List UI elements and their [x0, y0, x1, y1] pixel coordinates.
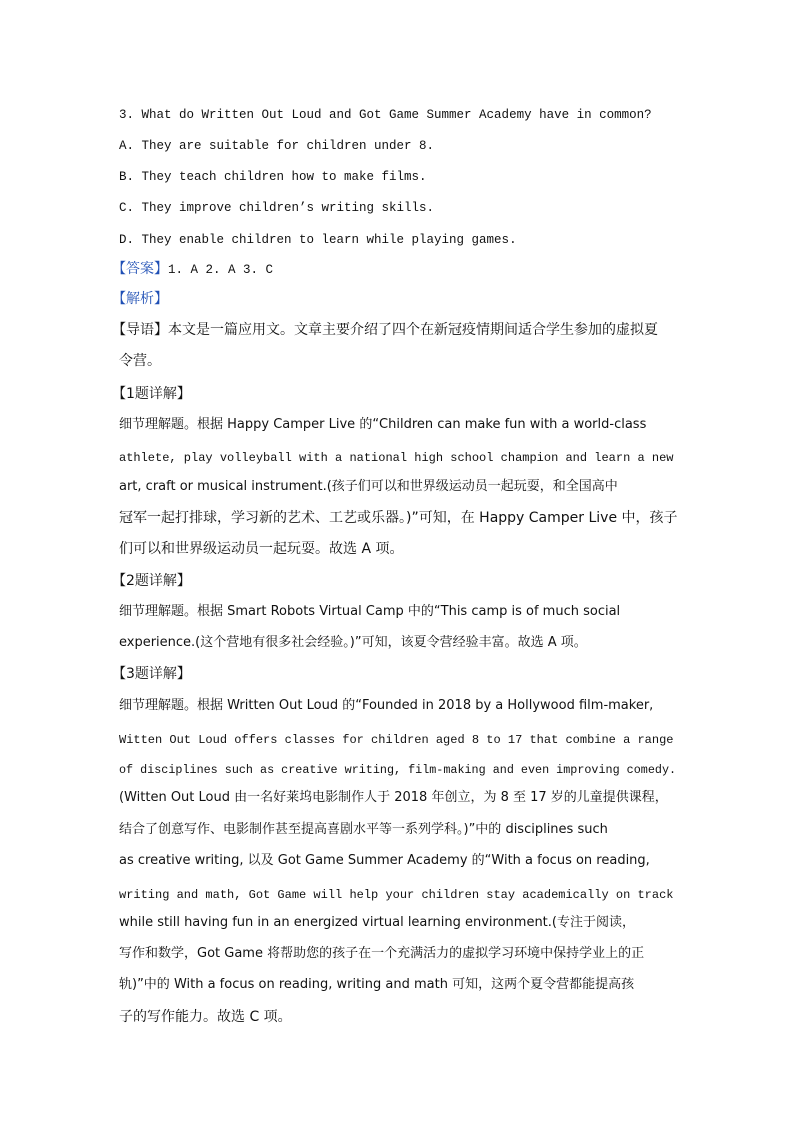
- q3-line-9: 写作和数学，Got Game 将帮助您的孩子在一个充满活力的虚拟学习环境中保持学业上的正: [119, 946, 645, 961]
- q3-line-2: Witten Out Loud offers classes for children aged 8 to 17 that combine a range: [119, 733, 674, 747]
- question-stem: 3. What do Written Out Loud and Got Game Summer Academy have in common?: [119, 108, 652, 122]
- answer-row: [112, 261, 273, 278]
- q3-line-4: (Witten Out Loud 由一名好莱坞电影制作人于 2018 年创立，为 8 至 17 岁的儿童提供课程，: [119, 790, 668, 805]
- intro-line-1: 【导语】本文是一篇应用文。文章主要介绍了四个在新冠疫情期间适合学生参加的虚拟夏: [112, 322, 658, 338]
- answer-value: 1. A 2. A 3. C: [168, 263, 274, 277]
- option-d: D. They enable children to learn while playing games.: [119, 233, 517, 247]
- answer-label: 【答案】: [112, 261, 168, 277]
- q3-line-1: 细节理解题。根据 Written Out Loud 的“Founded in 2018 by a Hollywood film-maker,: [119, 698, 654, 713]
- q3-heading: 【3题详解】: [112, 666, 191, 682]
- q1-line-4: 冠军一起打排球，学习新的艺术、工艺或乐器。)”可知，在 Happy Camper Live 中，孩子: [119, 510, 678, 526]
- option-b: B. They teach children how to make films.: [119, 170, 427, 184]
- analysis-label: 【解析】: [112, 291, 168, 307]
- q1-line-5: 们可以和世界级运动员一起玩耍。故选 A 项。: [119, 541, 404, 557]
- q3-line-5: 结合了创意写作、电影制作甚至提高喜剧水平等一系列学科。)”中的 disciplines such: [119, 822, 608, 837]
- option-a: A. They are suitable for children under 8.: [119, 139, 435, 153]
- q3-line-3: of disciplines such as creative writing, film-making and even improving comedy.: [119, 763, 677, 777]
- q1-line-2: athlete, play volleyball with a national high school champion and learn a new: [119, 451, 674, 465]
- q1-heading: 【1题详解】: [112, 386, 191, 402]
- q3-line-10: 轨)”中的 With a focus on reading, writing and math 可知，这两个夏令营都能提高孩: [119, 977, 635, 992]
- option-c: C. They improve children’s writing skills.: [119, 201, 435, 215]
- q3-line-8: while still having fun in an energized virtual learning environment.(专注于阅读，: [119, 915, 635, 930]
- q1-line-1: 细节理解题。根据 Happy Camper Live 的“Children can make fun with a world-class: [119, 417, 647, 432]
- q1-line-3: art, craft or musical instrument.(孩子们可以和世界级运动员一起玩耍，和全国高中: [119, 479, 618, 494]
- intro-line-2: 令营。: [119, 353, 161, 369]
- q2-line-1: 细节理解题。根据 Smart Robots Virtual Camp 中的“This camp is of much social: [119, 604, 621, 619]
- q3-line-11: 子的写作能力。故选 C 项。: [119, 1009, 292, 1025]
- q2-line-2: experience.(这个营地有很多社会经验。)”可知，该夏令营经验丰富。故选 A 项。: [119, 635, 587, 650]
- q3-line-7: writing and math, Got Game will help your children stay academically on track: [119, 888, 674, 902]
- q3-line-6: as creative writing, 以及 Got Game Summer Academy 的“With a focus on reading,: [119, 853, 650, 868]
- q2-heading: 【2题详解】: [112, 573, 191, 589]
